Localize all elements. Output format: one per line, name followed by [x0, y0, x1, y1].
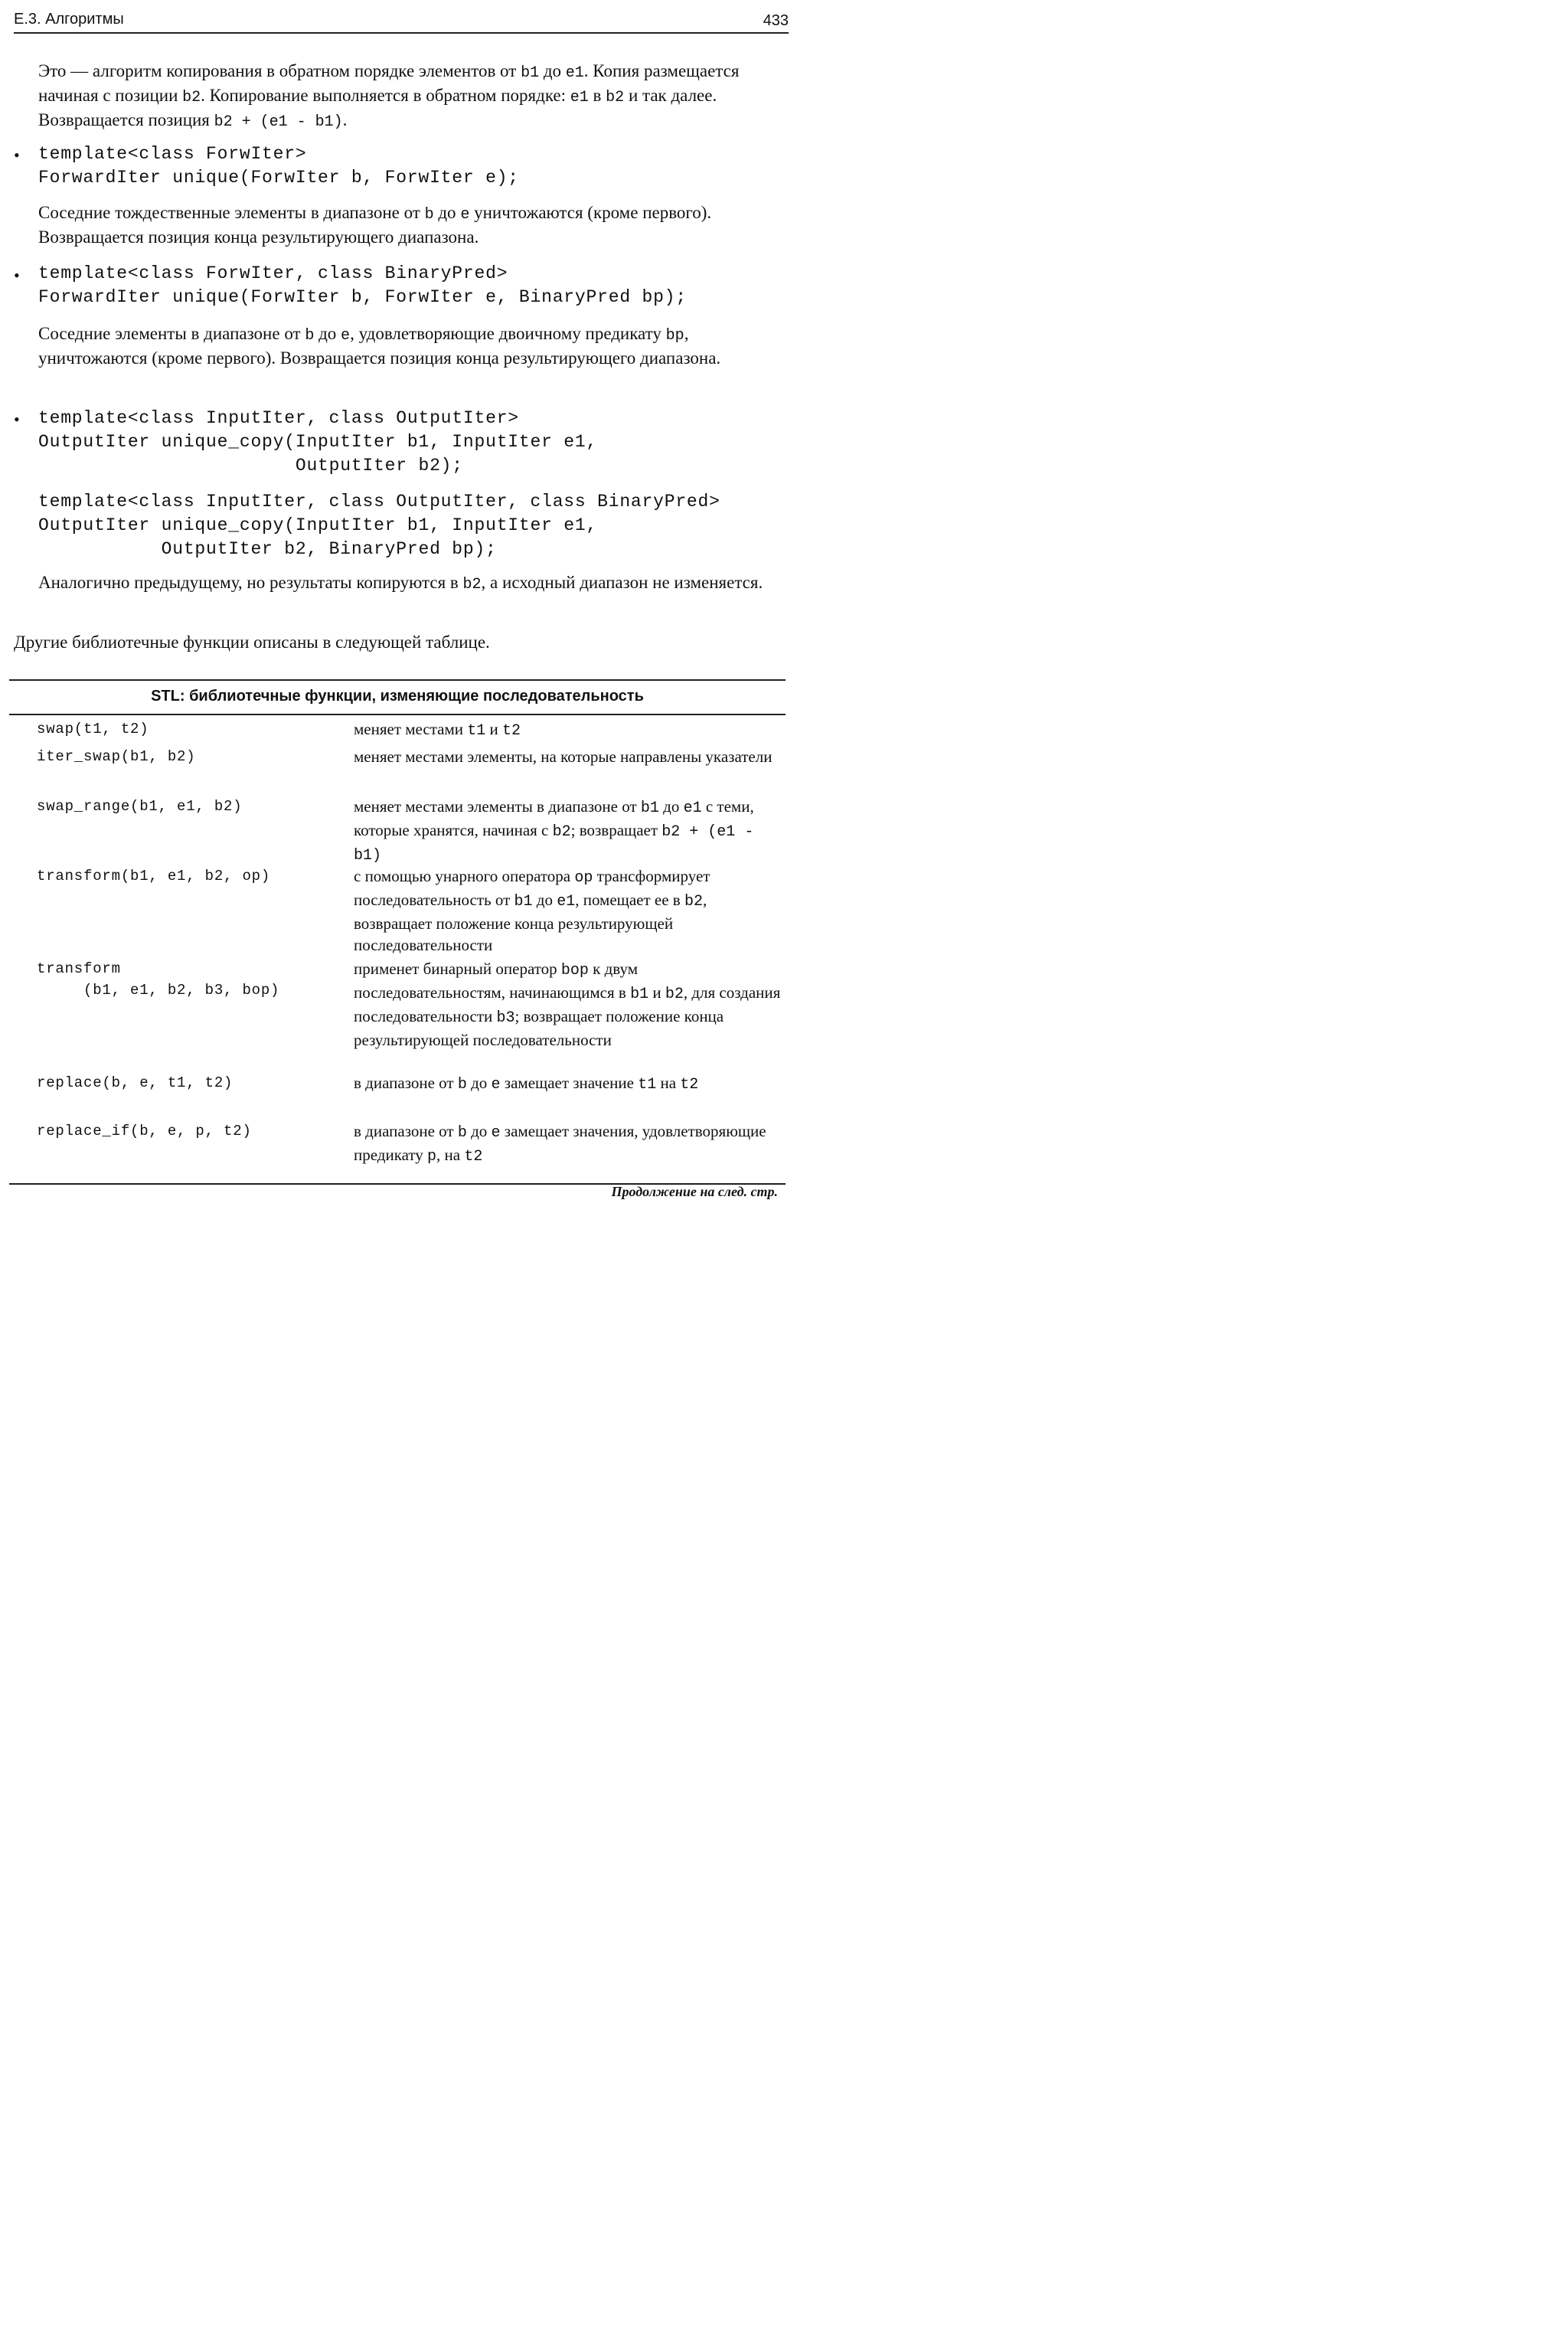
text: до — [658, 797, 684, 816]
continuation-note: Продолжение на след. стр. — [611, 1184, 778, 1199]
code-line: OutputIter unique_copy(InputIter b1, InputIter e1, — [38, 515, 598, 535]
text: к двум последовательностям, начинающимся в — [354, 960, 639, 1002]
code-block-unique-pred — [38, 262, 687, 309]
code-term: b — [305, 327, 315, 345]
code-line: template<class ForwIter> — [38, 144, 307, 164]
code-term: b1 — [640, 799, 659, 817]
code-term: t2 — [464, 1148, 483, 1166]
table-header-rule — [9, 714, 786, 715]
table-intro: Другие библиотечные функции описаны в следующей таблице. — [14, 633, 490, 652]
function-signature: transform (b1, e1, b2, b3, bop) — [37, 960, 280, 999]
text: на — [656, 1074, 681, 1092]
bullet-marker: • — [14, 266, 20, 285]
paragraph-unique-copy — [38, 571, 789, 596]
function-description — [354, 865, 782, 956]
text: замещает значения, удовлетворяющие предикату — [354, 1122, 766, 1164]
text: в диапазоне от — [354, 1074, 458, 1092]
code-term: b — [457, 1076, 467, 1094]
text: до — [433, 203, 461, 222]
code-term: b2 — [606, 89, 625, 106]
code-line: template<class ForwIter, class BinaryPred> — [38, 263, 508, 283]
code-term: b1 — [521, 64, 540, 82]
code-term: bop — [560, 962, 589, 979]
code-block-unique-copy-pred — [38, 490, 720, 561]
code-line: OutputIter b2); — [38, 456, 463, 476]
text: Это — алгоритм копирования в обратном порядке элементов от — [38, 61, 521, 80]
text: до — [539, 61, 566, 80]
text: и так далее. Возвращается позиция — [38, 86, 717, 129]
text: , уничтожаются (кроме первого). Возвращается позиция конца результирующего диапазона. — [38, 324, 721, 368]
code-term: b2 — [684, 893, 703, 911]
code-line: ForwardIter unique(ForwIter b, ForwIter e, BinaryPred bp); — [38, 287, 687, 307]
text: , возвращает положение конца результирующей последовательности — [354, 891, 707, 954]
code-term: b2 — [462, 576, 482, 593]
text: . Копирование выполняется в обратном порядке: — [201, 86, 570, 105]
code-term: e — [491, 1124, 501, 1142]
code-term: b2 — [182, 89, 201, 106]
code-line: OutputIter unique_copy(InputIter b1, InputIter e1, — [38, 432, 598, 452]
text: , удовлетворяющие двоичному предикату — [350, 324, 666, 343]
code-term: t1 — [467, 722, 486, 740]
text: . — [342, 110, 348, 129]
function-description — [354, 718, 782, 742]
code-term: t2 — [680, 1076, 699, 1094]
code-line: ForwardIter unique(ForwIter b, ForwIter e); — [38, 168, 519, 188]
text: , на — [436, 1146, 465, 1164]
text: до — [314, 324, 341, 343]
text: до — [466, 1122, 492, 1140]
function-signature: transform(b1, e1, b2, op) — [37, 868, 271, 885]
function-description — [354, 958, 782, 1051]
paragraph-unique-pred — [38, 322, 789, 369]
text: с теми, которые хранятся, начиная с — [354, 797, 754, 839]
code-term: e1 — [683, 799, 702, 817]
code-term: op — [574, 869, 593, 887]
function-signature: replace_if(b, e, p, t2) — [37, 1123, 252, 1140]
code-term: b — [457, 1124, 467, 1142]
code-term: e1 — [557, 893, 576, 911]
code-term: e — [341, 327, 351, 345]
paragraph-unique — [38, 201, 789, 248]
code-term: bp — [665, 327, 684, 345]
code-block-unique — [38, 142, 519, 190]
text: трансформирует последовательность от — [354, 867, 710, 909]
code-block-unique-copy — [38, 407, 597, 478]
text: с помощью унарного оператора — [354, 867, 575, 885]
function-signature: swap_range(b1, e1, b2) — [37, 798, 243, 815]
code-term: e1 — [565, 64, 584, 82]
code-term: b — [424, 206, 434, 224]
code-line: template<class InputIter, class OutputIter> — [38, 408, 519, 428]
text: ; возвращает — [570, 821, 662, 839]
code-line: template<class InputIter, class OutputIter, class BinaryPred> — [38, 492, 720, 512]
code-term: b3 — [496, 1009, 515, 1027]
text: ; возвращает положение конца результирующей последовательности — [354, 1007, 724, 1049]
function-signature: iter_swap(b1, b2) — [37, 748, 196, 765]
code-term: b2 + (e1 - b1) — [354, 823, 754, 865]
text: и — [485, 720, 503, 738]
text: Соседние тождественные элементы в диапазоне от — [38, 203, 425, 222]
text: , помещает ее в — [575, 891, 684, 909]
code-term: b2 — [665, 986, 684, 1003]
text: меняет местами — [354, 720, 468, 738]
section-title: E.3. Алгоритмы — [14, 11, 124, 28]
text: до — [466, 1074, 492, 1092]
text: Соседние элементы в диапазоне от — [38, 324, 305, 343]
code-term: b1 — [630, 986, 649, 1003]
code-term: t2 — [502, 722, 521, 740]
function-description — [354, 746, 782, 767]
book-page — [0, 0, 808, 1201]
text: , для создания последовательности — [354, 983, 781, 1025]
table-top-rule — [9, 679, 786, 681]
text: Аналогично предыдущему, но результаты копируются в — [38, 573, 463, 592]
code-term: e — [460, 206, 470, 224]
text: меняет местами элементы в диапазоне от — [354, 797, 641, 816]
code-term: b1 — [514, 893, 533, 911]
bullet-marker: • — [14, 146, 20, 165]
function-description — [354, 1072, 782, 1096]
page-number: 433 — [763, 12, 789, 29]
function-signature: swap(t1, t2) — [37, 721, 149, 737]
function-description — [354, 1120, 782, 1168]
running-header — [14, 11, 789, 34]
text: и — [648, 983, 665, 1002]
text: в диапазоне от — [354, 1122, 458, 1140]
paragraph-copy-backward — [38, 60, 789, 133]
text: уничтожаются (кроме первого). Возвращается позиция конца результирующего диапазона. — [38, 203, 712, 247]
text: меняет местами элементы, на которые направлены указатели — [354, 747, 773, 766]
code-term: e — [491, 1076, 501, 1094]
header-rule — [14, 32, 789, 34]
text: в — [588, 86, 606, 105]
code-term: e1 — [570, 89, 589, 106]
bullet-marker: • — [14, 410, 20, 429]
text: замещает значение — [500, 1074, 639, 1092]
code-term: t1 — [638, 1076, 657, 1094]
text: , а исходный диапазон не изменяется. — [481, 573, 763, 592]
code-line: OutputIter b2, BinaryPred bp); — [38, 539, 497, 559]
text: до — [532, 891, 557, 909]
text: применет бинарный оператор — [354, 960, 561, 978]
code-term: b2 — [552, 823, 571, 841]
code-term: b2 + (e1 - b1) — [214, 113, 343, 131]
function-signature: replace(b, e, t1, t2) — [37, 1074, 234, 1091]
function-description — [354, 796, 782, 867]
code-term: p — [427, 1148, 437, 1166]
text: . Копия размещается начиная с позиции — [38, 61, 740, 105]
table-title: STL: библиотечные функции, изменяющие последовательность — [151, 688, 644, 705]
